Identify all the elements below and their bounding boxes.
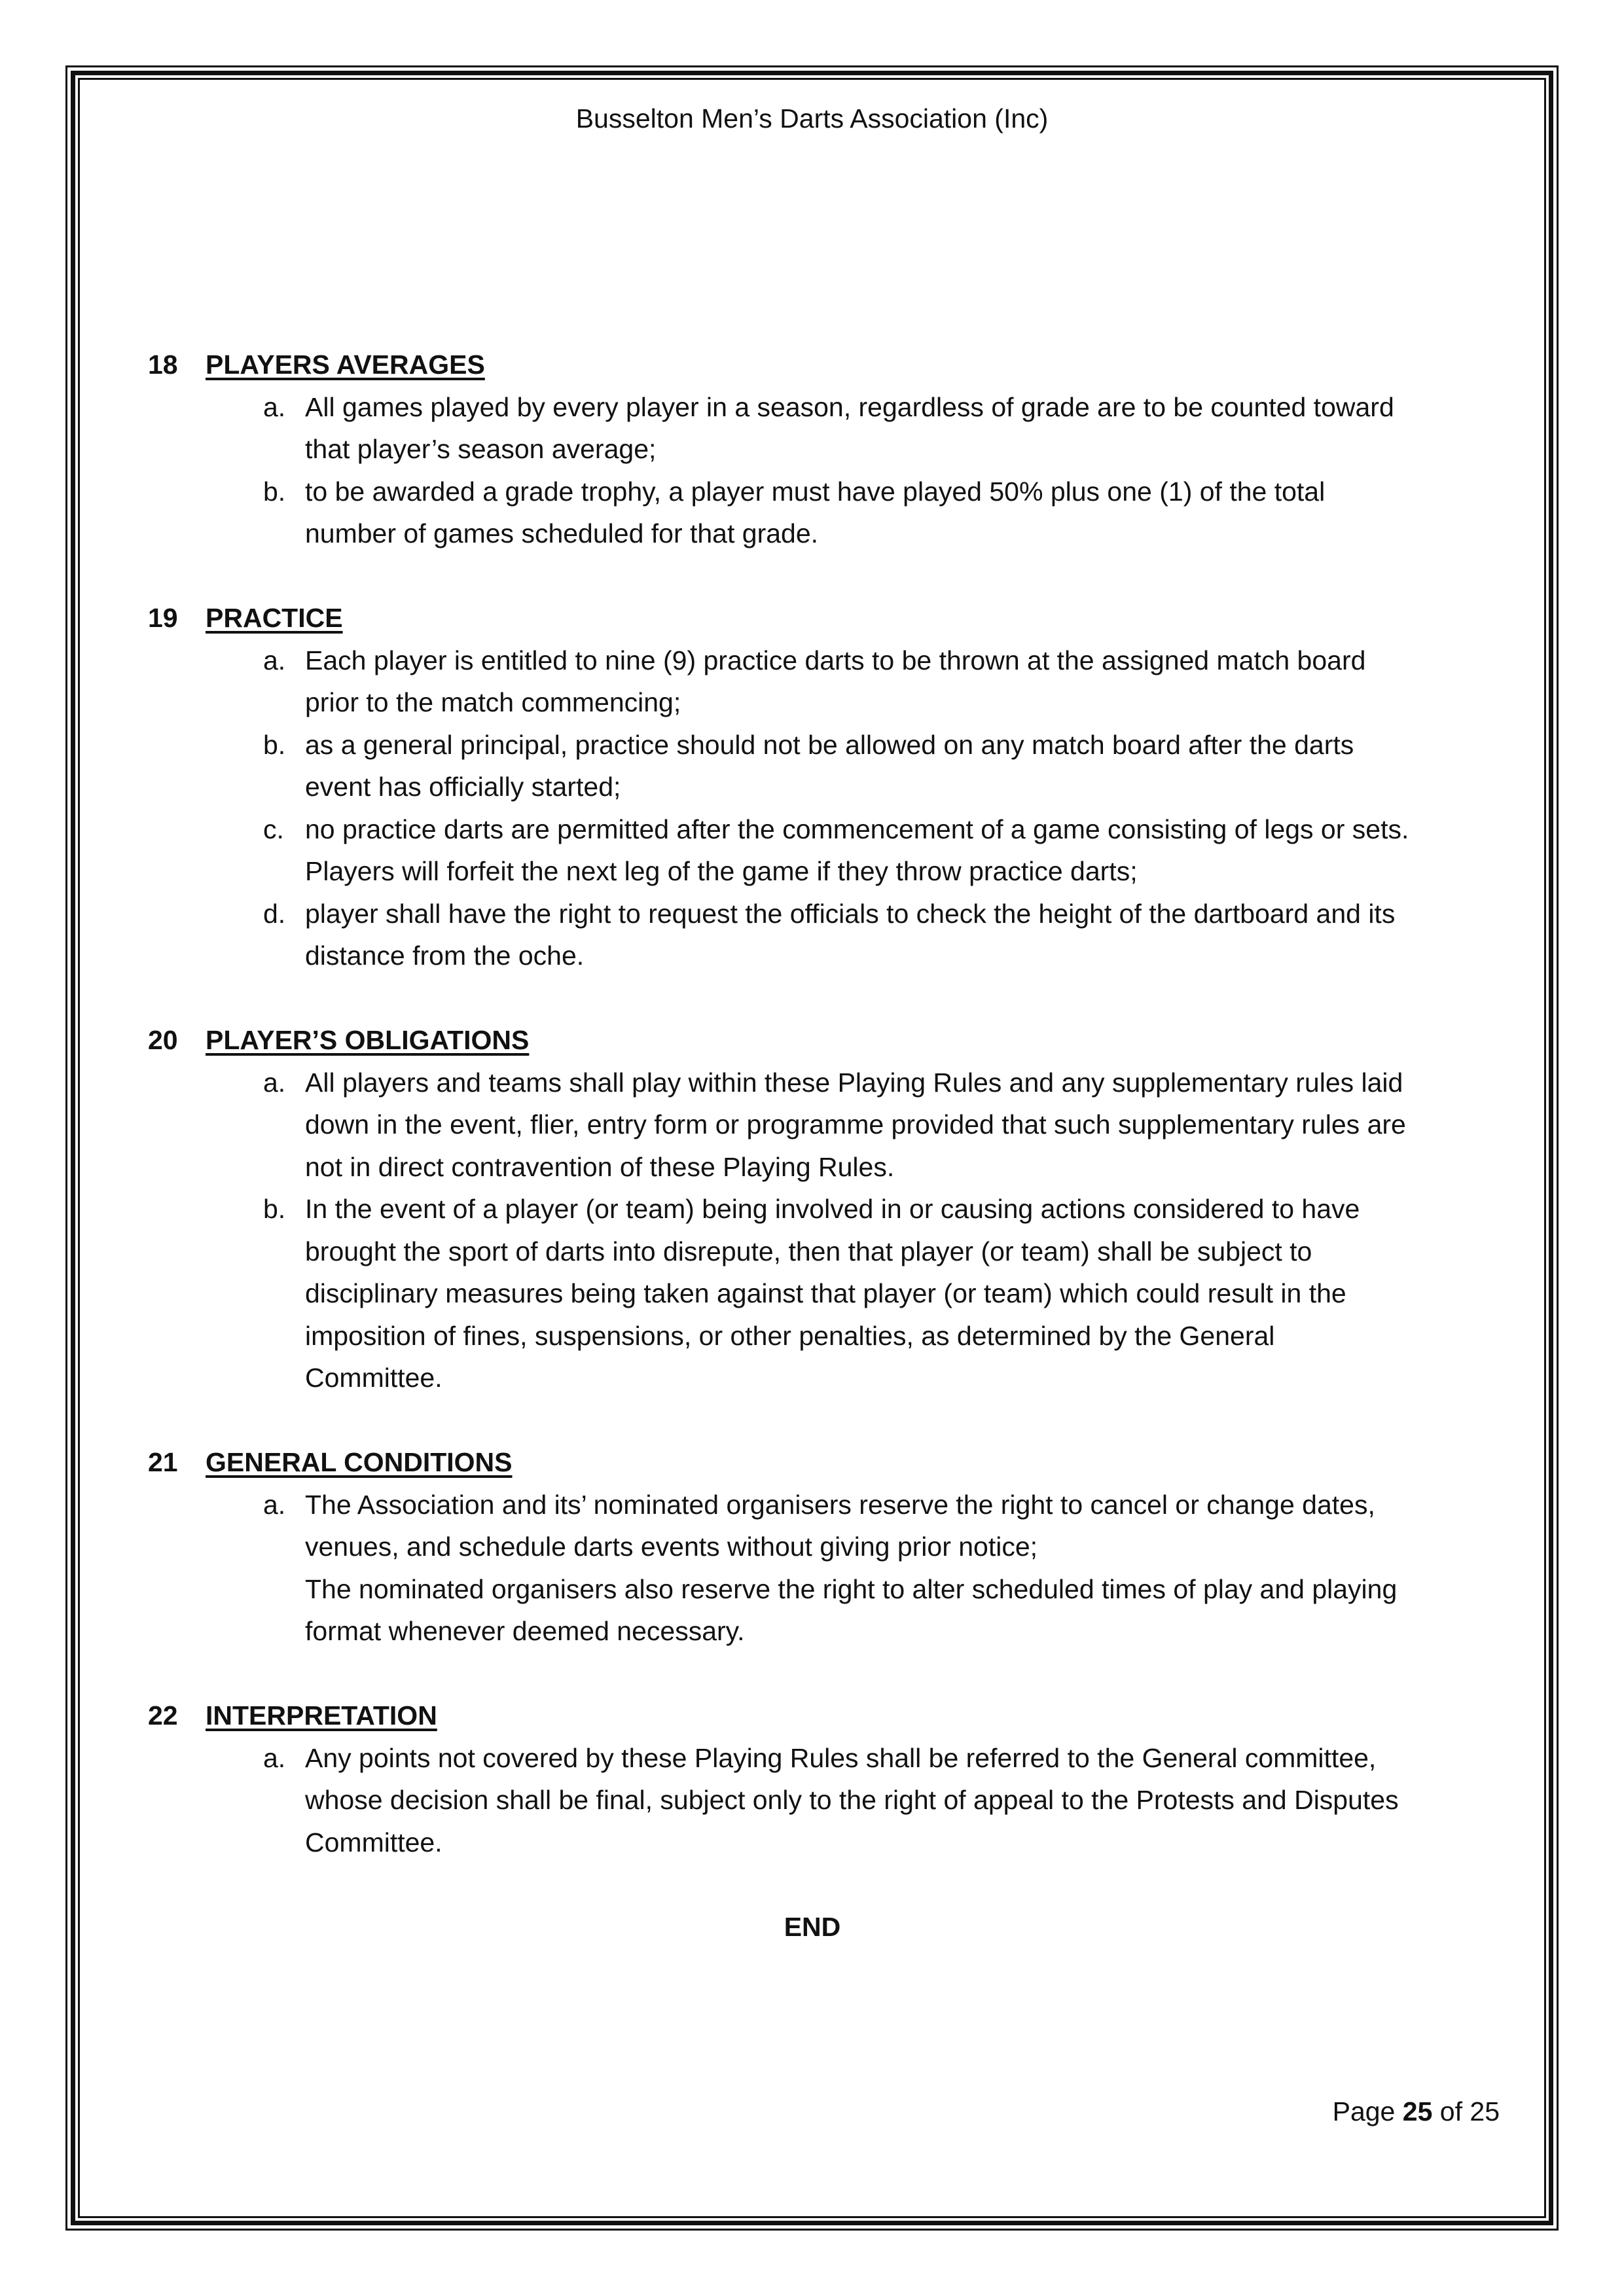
item-text: All players and teams shall play within these Playing Rules and any supplementary rules laid down in the event, flier, entry form or programme provided that such supplementary rules are not in direct contravention of these Playing Rules. — [305, 1067, 1406, 1182]
list-item — [148, 808, 1509, 893]
item-letter: b. — [263, 1194, 286, 1224]
page-header: Busselton Men’s Darts Association (Inc) — [575, 103, 1049, 134]
section-heading — [148, 597, 1509, 639]
list-item — [148, 893, 1509, 977]
item-text: In the event of a player (or team) being involved in or causing actions considered to have brought the sport of darts into disrepute, then that player (or team) shall be subject to disciplinary measures being taken against that player (or team) which could result in the imposition of fines, suspensions, or other penalties, as determined by the General Committee. — [305, 1194, 1360, 1393]
section-number: 22 — [148, 1700, 178, 1731]
section-20-players-obligations — [148, 1019, 1509, 1399]
item-text: no practice darts are permitted after the commencement of a game consisting of legs or sets. Players will forfeit the next leg of the game if they throw practice darts; — [305, 814, 1409, 886]
item-letter — [148, 1568, 305, 1653]
item-letter: a. — [263, 1067, 286, 1098]
page-separator: of — [1439, 2096, 1462, 2126]
item-letter: b. — [263, 729, 286, 760]
section-21-general-conditions — [148, 1441, 1509, 1653]
item-letter: a. — [263, 391, 286, 422]
list-item — [148, 386, 1509, 471]
section-title: INTERPRETATION — [206, 1700, 437, 1731]
section-title: PLAYER’S OBLIGATIONS — [206, 1025, 530, 1055]
list-item — [148, 1188, 1509, 1399]
item-letter: a. — [263, 1742, 286, 1773]
item-text: The nominated organisers also reserve the right to alter scheduled times of play and playing format whenever deemed necessary. — [305, 1573, 1398, 1646]
total-pages: 25 — [1470, 2096, 1500, 2126]
current-page-number: 25 — [1402, 2096, 1433, 2126]
section-number: 18 — [148, 350, 178, 380]
item-letter: c. — [263, 814, 284, 844]
list-item — [148, 724, 1509, 808]
page-number-footer — [1333, 2094, 1500, 2128]
section-number: 20 — [148, 1025, 178, 1055]
section-number: 21 — [148, 1447, 178, 1477]
section-heading — [148, 1019, 1509, 1062]
section-19-practice — [148, 597, 1509, 977]
item-letter: a. — [263, 645, 286, 675]
item-text: to be awarded a grade trophy, a player must have played 50% plus one (1) of the total number of games scheduled for that grade. — [305, 476, 1326, 548]
section-heading — [148, 1441, 1509, 1484]
section-title: PRACTICE — [206, 603, 343, 633]
item-text: All games played by every player in a season, regardless of grade are to be counted toward that player’s season average; — [305, 391, 1394, 464]
list-item — [148, 1568, 1509, 1653]
section-22-interpretation — [148, 1695, 1509, 1863]
item-letter: d. — [263, 898, 286, 929]
section-heading — [148, 1695, 1509, 1737]
document-body — [148, 344, 1509, 1948]
item-letter: a. — [263, 1489, 286, 1520]
section-18-players-averages — [148, 344, 1509, 555]
section-title: PLAYERS AVERAGES — [206, 350, 485, 380]
list-item — [148, 1062, 1509, 1189]
item-text: The Association and its’ nominated organisers reserve the right to cancel or change dates, venues, and schedule darts events without giving prior notice; — [305, 1489, 1375, 1562]
item-letter: b. — [263, 476, 286, 507]
section-title: GENERAL CONDITIONS — [206, 1447, 513, 1477]
list-item — [148, 1737, 1509, 1864]
end-marker: END — [784, 1911, 841, 1942]
page-prefix: Page — [1332, 2096, 1396, 2126]
item-text: Any points not covered by these Playing Rules shall be referred to the General committee, whose decision shall be final, subject only to the right of appeal to the Protests and Disputes Committee. — [305, 1742, 1399, 1857]
item-text: as a general principal, practice should not be allowed on any match board after the darts event has officially started; — [305, 729, 1354, 802]
list-item — [148, 639, 1509, 724]
item-text: Each player is entitled to nine (9) practice darts to be thrown at the assigned match board prior to the match commencing; — [305, 645, 1366, 717]
section-heading — [148, 344, 1509, 386]
list-item — [148, 471, 1509, 555]
section-number: 19 — [148, 603, 178, 633]
list-item — [148, 1484, 1509, 1568]
item-text: player shall have the right to request the officials to check the height of the dartboard and its distance from the oche. — [305, 898, 1396, 971]
